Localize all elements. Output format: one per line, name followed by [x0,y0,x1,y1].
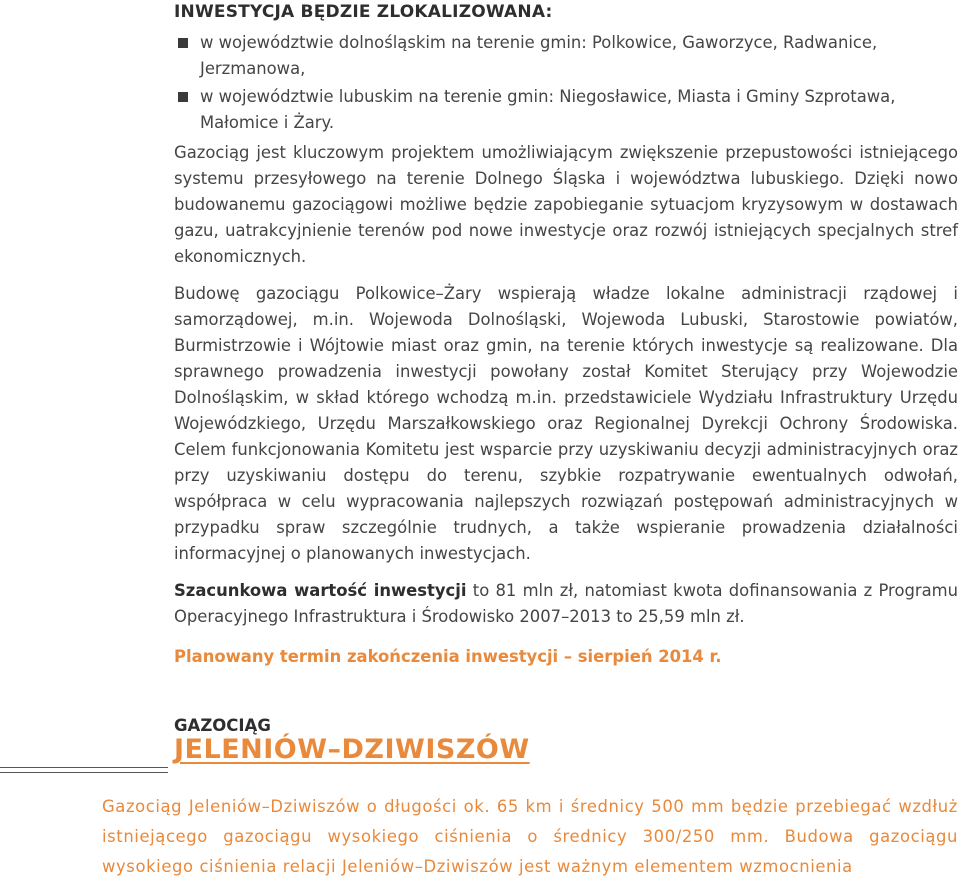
list-item-text: w województwie lubuskim na terenie gmin: Niegosławice, Miasta i Gminy Szprotawa, Małomice i Żary. [200,87,896,132]
main-column [174,0,958,670]
section-label: GAZOCIĄG [174,716,271,735]
location-heading: INWESTYCJA BĘDZIE ZLOKALIZOWANA: [174,2,553,22]
list-item [174,84,958,136]
section-rule-bottom [0,772,168,773]
section-rule-top [0,767,168,768]
paragraph-support: Budowę gazociągu Polkowice–Żary wspierają władze lokalne administracji rządowej i samorządowej, m.in. Wojewoda Dolnośląski, Wojewoda Lubuski, Starostowie powiatów, Burmistrzowie i Wójtowie miast oraz gmin, na terenie których inwestycje są realizowane. Dla sprawnego prowadzenia inwestycji powołany został Komitet Sterujący przy Wojewodzie Dolnośląskim, w skład którego wchodzą m.in. przedstawiciele Wydziału Infrastruktury Urzędu Wojewódzkiego, Urzędu Marszałkowskiego oraz Regionalnej Dyrekcji Ochrony Środowiska. Celem funkcjonowania Komitetu jest wsparcie przy uzyskiwaniu decyzji administracyjnych oraz przy uzyskiwaniu dostępu do terenu, szybkie rozpatrywanie ewentualnych odwołań, współpraca w celu wypracowania najlepszych rozwiązań postępowań administracyjnych w przypadku spraw szczególnie trudnych, a także wspieranie prowadzenia działalności informacyjnej o planowanych inwestycjach. [174,284,958,563]
square-bullet-icon [178,38,188,48]
investment-value-label: Szacunkowa wartość inwestycji [174,581,467,600]
square-bullet-icon [178,92,188,102]
investment-value-text: to 81 mln zł, natomiast kwota dofinansowania z Programu Operacyjnego Infrastruktura i Środowisko 2007–2013 to 25,59 mln zł. [174,581,959,626]
paragraph-investment-value [174,578,958,630]
section-intro-text: Gazociąg Jeleniów–Dziwiszów o długości ok. 65 km i średnicy 500 mm będzie przebiegać wzdłuż istniejącego gazociągu wysokiego ciśnienia o średnicy 300/250 mm. Budowa gazociągu wysokiego ciśnienia relacji Jeleniów–Dziwiszów jest ważnym elementem wzmocnienia [102,797,958,876]
location-list [174,30,958,136]
list-item [174,30,958,82]
list-item-text: w województwie dolnośląskim na terenie gmin: Polkowice, Gaworzyce, Radwanice, Jerzmanowa, [200,33,878,78]
section-title: JELENIÓW–DZIWISZÓW [174,734,530,765]
paragraph-project-importance: Gazociąg jest kluczowym projektem umożliwiającym zwiększenie przepustowości istniejącego systemu przesyłowego na terenie Dolnego Śląska i województwa lubuskiego. Dzięki nowo budowanemu gazociągowi możliwe będzie zapobieganie sytuacjom kryzysowym w dostawach gazu, uatrakcyjnienie terenów pod nowe inwestycje oraz rozwój istniejących specjalnych stref ekonomicznych. [174,143,958,266]
completion-date: Planowany termin zakończenia inwestycji – sierpień 2014 r. [174,647,722,666]
